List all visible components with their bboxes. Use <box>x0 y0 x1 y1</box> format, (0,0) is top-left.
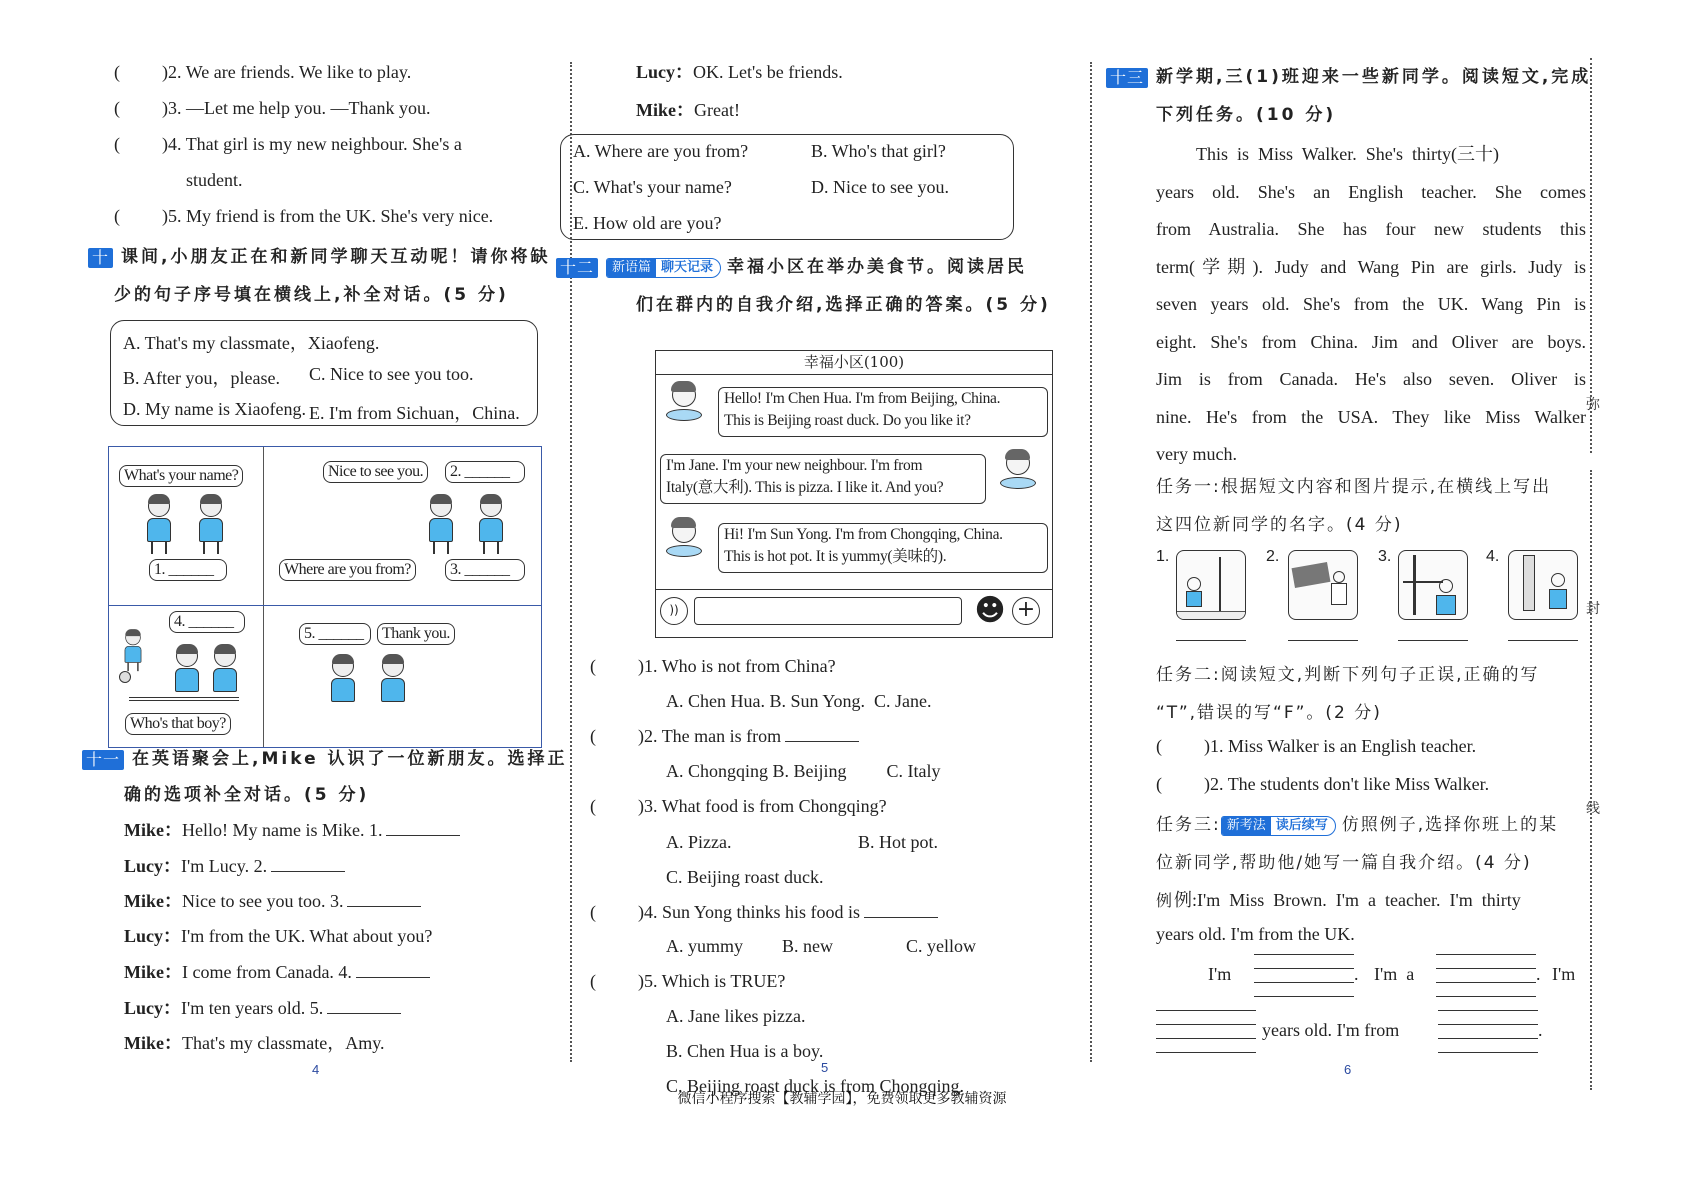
answer-blank[interactable] <box>356 962 430 978</box>
option-b: B. After you，please. <box>123 368 280 388</box>
dialogue-line: Lucy：I'm Lucy. 2. <box>124 852 345 878</box>
voice-icon[interactable]: )) <box>660 597 688 625</box>
picture-canada-tower <box>1176 550 1246 620</box>
task-2-instructions-cont: “T”,错误的写“F”。(2 分) <box>1156 703 1382 723</box>
boy-figure <box>175 645 199 692</box>
page-number: 6 <box>1344 1062 1352 1077</box>
writing-guide-line <box>1156 1024 1256 1025</box>
question-options: B. Hot pot. <box>858 832 939 852</box>
question-item: ( )2. We are friends. We like to play. <box>114 62 412 82</box>
answer-bubble-1: 1. ______ <box>149 559 227 581</box>
question-options: C. Beijing roast duck. <box>666 867 824 887</box>
answer-bubble-3: 3. ______ <box>445 559 525 581</box>
boy-figure <box>479 495 503 554</box>
boy-running-figure <box>125 630 142 671</box>
speech-bubble: Thank you. <box>377 623 455 645</box>
question-item: ( )3. —Let me help you. —Thank you. <box>114 98 431 118</box>
section-number-badge: 十二 <box>556 258 598 278</box>
dialogue-line: Lucy：I'm from the UK. What about you? <box>124 926 433 946</box>
picture-golden-gate <box>1398 550 1468 620</box>
speech-bubble: Nice to see you. <box>323 461 428 483</box>
answer-bubble-2: 2. ______ <box>445 461 525 483</box>
question-options: B. new <box>782 936 833 956</box>
table-icon <box>129 697 239 701</box>
writing-guide-line <box>1438 1024 1538 1025</box>
option-d: D. My name is Xiaofeng. <box>123 399 306 419</box>
plus-icon[interactable]: + <box>1012 597 1040 625</box>
dialogue-line: Mike：That's my classmate，Amy. <box>124 1033 385 1053</box>
options-box <box>560 134 1014 240</box>
answer-bubble-4: 4. ______ <box>169 611 245 633</box>
boy-figure <box>199 495 223 554</box>
comic-divider-h <box>109 605 541 606</box>
ball-icon <box>119 671 131 683</box>
question-options: A. yummy <box>666 936 744 956</box>
boy-figure <box>429 495 453 554</box>
section-10-heading: 十 课间,小朋友正在和新同学聊天互动呢！请你将缺 <box>88 242 550 268</box>
tf-item: ( )2. The students don't like Miss Walker. <box>1156 774 1490 794</box>
answer-blank[interactable] <box>347 891 421 907</box>
page-number: 5 <box>821 1060 829 1075</box>
option-e: E. I'm from Sichuan，China. <box>309 403 520 423</box>
question-options: A. Chongqing B. Beijing C. Italy <box>666 761 941 781</box>
picture-big-ben <box>1508 550 1578 620</box>
name-answer-line[interactable] <box>1398 640 1468 641</box>
writing-guide-line <box>1156 1010 1256 1011</box>
task-3-instructions-cont: 位新同学,帮助他/她写一篇自我介绍。(4 分) <box>1156 853 1532 873</box>
question-item: ( )4. That girl is my new neighbour. She's a <box>114 134 462 154</box>
page-number: 4 <box>312 1062 320 1077</box>
boy-figure <box>331 655 355 702</box>
tf-item: ( )1. Miss Walker is an English teacher. <box>1156 736 1477 756</box>
chat-input[interactable] <box>694 597 962 625</box>
section-13-heading-cont: 下列任务。(10 分) <box>1156 105 1337 125</box>
speech-bubble: What's your name? <box>119 465 243 487</box>
age-writing-line[interactable] <box>1156 1038 1256 1039</box>
binding-margin-char: 弥 <box>1586 397 1600 413</box>
writing-guide-line <box>1156 1052 1256 1053</box>
section-11-heading-cont: 确的选项补全对话。(5 分) <box>124 785 370 805</box>
column-divider <box>1090 62 1092 1062</box>
picture-great-wall <box>1288 550 1358 620</box>
writing-guide-line <box>1436 954 1536 955</box>
section-number-badge: 十一 <box>82 750 124 770</box>
task-3-instructions: 任务三: 新考法 读后续写 仿照例子,选择你班上的某 <box>1156 815 1559 835</box>
section-12-heading: 十二 新语篇 聊天记录 幸福小区在举办美食节。阅读居民 <box>556 252 1027 278</box>
chat-message: I'm Jane. I'm your new neighbour. I'm from Italy(意大利). This is pizza. I like it. And you? <box>660 454 986 504</box>
task-2-instructions: 任务二:阅读短文,判断下列句子正误,正确的写 <box>1156 665 1540 685</box>
comic-divider-v <box>263 447 264 747</box>
name-writing-line[interactable] <box>1254 982 1354 983</box>
example-text-cont: years old. I'm from the UK. <box>1156 924 1355 944</box>
writing-guide-line <box>1436 968 1536 969</box>
section-10-heading-cont: 少的句子序号填在横线上,补全对话。(5 分) <box>114 285 509 305</box>
job-writing-line[interactable] <box>1436 982 1536 983</box>
writing-guide-line <box>1438 1010 1538 1011</box>
reading-passage: This is Miss Walker. She's thirty(三十) years old. She's an English teacher. She comes from Australia. She has four new students this term(学期). Judy and Wang Pin are girls. Judy is seven years old. She's from the UK. Wang Pin is eight. She's from China. Jim and Oliver are boys. Jim is from Canada. He's also seven. Oliver is nine. He's from the USA. They like Miss Walker very much. <box>1156 144 1586 464</box>
dialogue-line: Lucy：I'm ten years old. 5. <box>124 994 401 1020</box>
sun-yong-avatar <box>664 519 704 565</box>
new-text-type-tag: 新语篇 聊天记录 <box>606 258 721 278</box>
girl-figure <box>213 645 237 692</box>
question-item: ( )5. Which is TRUE? <box>590 971 786 991</box>
binding-margin-char: 封 <box>1586 601 1600 617</box>
writing-guide-line <box>1438 1052 1538 1053</box>
chat-group-title: 幸福小区(100) <box>656 351 1052 375</box>
writing-guide-line <box>1254 968 1354 969</box>
answer-blank[interactable] <box>386 820 460 836</box>
option-a: A. That's my classmate，Xiaofeng. <box>123 333 380 353</box>
section-13-heading: 十三 新学期,三(1)班迎来一些新同学。阅读短文,完成 <box>1106 62 1591 88</box>
option-d: D. Nice to see you. <box>811 177 949 197</box>
question-options: C. yellow <box>906 936 976 956</box>
footer-promo: 微信小程序搜索【教辅学园】，免费领取更多教辅资源 <box>677 1091 1007 1107</box>
name-answer-line[interactable] <box>1176 640 1246 641</box>
option-c: C. Nice to see you too. <box>309 364 474 384</box>
country-writing-line[interactable] <box>1438 1038 1538 1039</box>
emoji-icon[interactable]: ☻ <box>974 593 1006 628</box>
section-number-badge: 十三 <box>1106 68 1148 88</box>
chat-message: Hi! I'm Sun Yong. I'm from Chongqing, China. This is hot pot. It is yummy(美味的). <box>718 523 1048 573</box>
writing-guide-line <box>1436 996 1536 997</box>
question-options: B. Chen Hua is a boy. <box>666 1041 824 1061</box>
question-item: ( )2. The man is from <box>590 726 859 747</box>
chat-input-divider <box>656 589 1052 590</box>
option-c: C. What's your name? <box>573 177 732 197</box>
name-answer-line[interactable] <box>1508 640 1578 641</box>
chat-message: Hello! I'm Chen Hua. I'm from Beijing, China. This is Beijing roast duck. Do you like it? <box>718 387 1048 437</box>
section-number-badge: 十 <box>88 248 113 268</box>
question-options: A. Pizza. <box>666 832 732 852</box>
question-options: C. Beijing roast duck is from Chongqing. <box>666 1076 964 1096</box>
dialogue-line: Mike：Nice to see you too. 3. <box>124 887 421 913</box>
section-11-heading: 十一 在英语聚会上,Mike 认识了一位新朋友。选择正 <box>82 744 568 770</box>
jane-avatar <box>998 451 1038 497</box>
question-item: ( )4. Sun Yong thinks his food is <box>590 902 938 923</box>
question-item: ( )5. My friend is from the UK. She's very nice. <box>114 206 494 226</box>
dialogue-line: Mike：Hello! My name is Mike. 1. <box>124 816 460 842</box>
speech-bubble: Where are you from? <box>279 559 416 581</box>
question-options: A. Jane likes pizza. <box>666 1006 806 1026</box>
question-options: A. Chen Hua. B. Sun Yong. C. Jane. <box>666 691 932 711</box>
option-b: B. Who's that girl? <box>811 141 946 161</box>
answer-blank[interactable] <box>864 902 938 918</box>
dialogue-line: Mike：I come from Canada. 4. <box>124 958 430 984</box>
chen-hua-avatar <box>664 383 704 429</box>
boy-figure <box>147 495 171 554</box>
writing-guide-line <box>1254 954 1354 955</box>
dialogue-line: Mike：Great! <box>636 100 740 120</box>
question-item: ( )3. What food is from Chongqing? <box>590 796 887 816</box>
option-e: E. How old are you? <box>573 213 722 233</box>
girl-figure <box>381 655 405 702</box>
options-box <box>110 320 538 426</box>
answer-bubble-5: 5. ______ <box>299 623 371 645</box>
binding-margin-char: 线 <box>1586 801 1600 817</box>
answer-blank[interactable] <box>327 998 401 1014</box>
comic-grid <box>108 446 542 748</box>
task-1-instructions-cont: 这四位新同学的名字。(4 分) <box>1156 515 1403 535</box>
binding-line <box>1590 470 1592 1090</box>
new-test-method-tag: 新考法 读后续写 <box>1221 816 1336 836</box>
question-item-continuation: student. <box>186 170 243 190</box>
task-1-instructions: 任务一:根据短文内容和图片提示,在横线上写出 <box>1156 477 1552 497</box>
speech-bubble: Who's that boy? <box>125 713 231 735</box>
example-text: 例例:I'm Miss Brown. I'm a teacher. I'm thirty <box>1156 890 1521 910</box>
chat-window <box>655 350 1053 638</box>
answer-blank[interactable] <box>271 856 345 872</box>
dialogue-line: Lucy：OK. Let's be friends. <box>636 62 843 82</box>
answer-blank[interactable] <box>785 726 859 742</box>
section-12-heading-cont: 们在群内的自我介绍,选择正确的答案。(5 分) <box>636 295 1051 315</box>
question-item: ( )1. Who is not from China? <box>590 656 836 676</box>
writing-guide-line <box>1254 996 1354 997</box>
name-answer-line[interactable] <box>1288 640 1358 641</box>
option-a: A. Where are you from? <box>573 141 749 161</box>
